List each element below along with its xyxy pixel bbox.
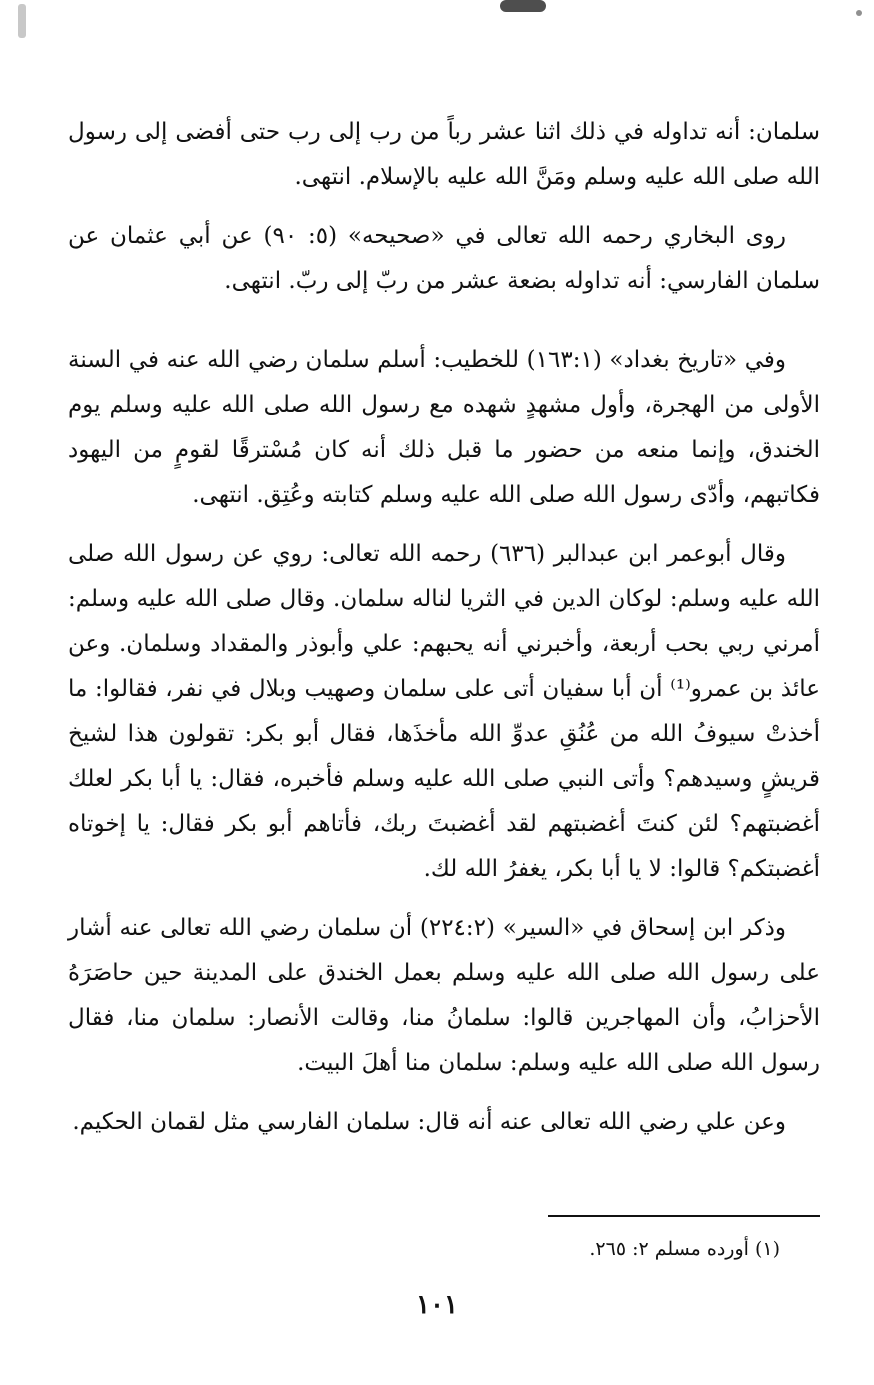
main-text — [68, 110, 820, 1159]
scan-speck-top-right — [856, 10, 862, 16]
paragraph-ibn-ishaq: وذكر ابن إسحاق في «السير» (٢٢٤:٢) أن سلمان رضي الله تعالى عنه أشار على رسول الله صلى الله عليه وسلم بعمل الخندق على المدينة حين حاصَرَهُ الأحزابُ، وأن المهاجرين قالوا: سلمانُ منا، وقالت الأنصار: سلمان منا، فقال رسول الله صلى الله عليه وسلم: سلمان منا أهلَ البيت. — [68, 915, 820, 1076]
paragraph-ali: وعن علي رضي الله تعالى عنه أنه قال: سلمان الفارسي مثل لقمان الحكيم. — [72, 1109, 786, 1135]
paragraph-tarikh-baghdad: وفي «تاريخ بغداد» (١٦٣:١) للخطيب: أسلم سلمان رضي الله عنه في السنة الأولى من الهجرة، وأول مشهدٍ شهده مع رسول الله صلى الله عليه وسلم يوم الخندق، وإنما منعه من حضور ما قبل ذلك أنه كان مُسْترقًا لقومٍ من اليهود فكاتبهم، وأدّى رسول الله صلى الله عليه وسلم كتابته وعُتِق. انتهى. — [68, 347, 820, 508]
paragraph-bukhari: روى البخاري رحمه الله تعالى في «صحيحه» (٥: ٩٠) عن أبي عثمان عن سلمان الفارسي: أنه تداوله بضعة عشر من ربّ إلى ربّ. انتهى. — [68, 223, 820, 294]
scan-speck-top-left — [18, 4, 26, 38]
footnote: (١) أورده مسلم ٢: ٢٦٥. — [589, 1238, 780, 1260]
page-number: ١٠١ — [416, 1290, 458, 1320]
footnote-divider — [548, 1215, 820, 1217]
paragraph-continuation: سلمان: أنه تداوله في ذلك اثنا عشر رباً من رب إلى رب حتى أفضى إلى رسول الله صلى الله عليه وسلم ومَنَّ الله عليه بالإسلام. انتهى. — [68, 119, 820, 190]
paragraph-ibn-abdulbarr: وقال أبوعمر ابن عبدالبر (٦٣٦) رحمه الله تعالى: روي عن رسول الله صلى الله عليه وسلم: لوكان الدين في الثريا لناله سلمان. وقال صلى الله عليه وسلم: أمرني ربي بحب أربعة، وأخبرني أنه يحبهم: علي وأبوذر والمقداد وسلمان. وعن عائذ بن عمرو⁽¹⁾ أن أبا سفيان أتى على سلمان وصهيب وبلال في نفر، فقالوا: ما أخذتْ سيوفُ الله من عُنُقِ عدوِّ الله مأخذَها، فقال أبو بكر: تقولون هذا لشيخ قريشٍ وسيدهم؟ وأتى النبي صلى الله عليه وسلم فأخبره، فقال: يا أبا بكر لعلك أغضبتهم؟ لئن كنتَ أغضبتهم لقد أغضبتَ ربك، فأتاهم أبو بكر فقال: يا إخوتاه أغضبتكم؟ قالوا: لا يا أبا بكر، يغفرُ الله لك. — [68, 541, 820, 882]
scan-speck-top-center — [500, 0, 546, 12]
